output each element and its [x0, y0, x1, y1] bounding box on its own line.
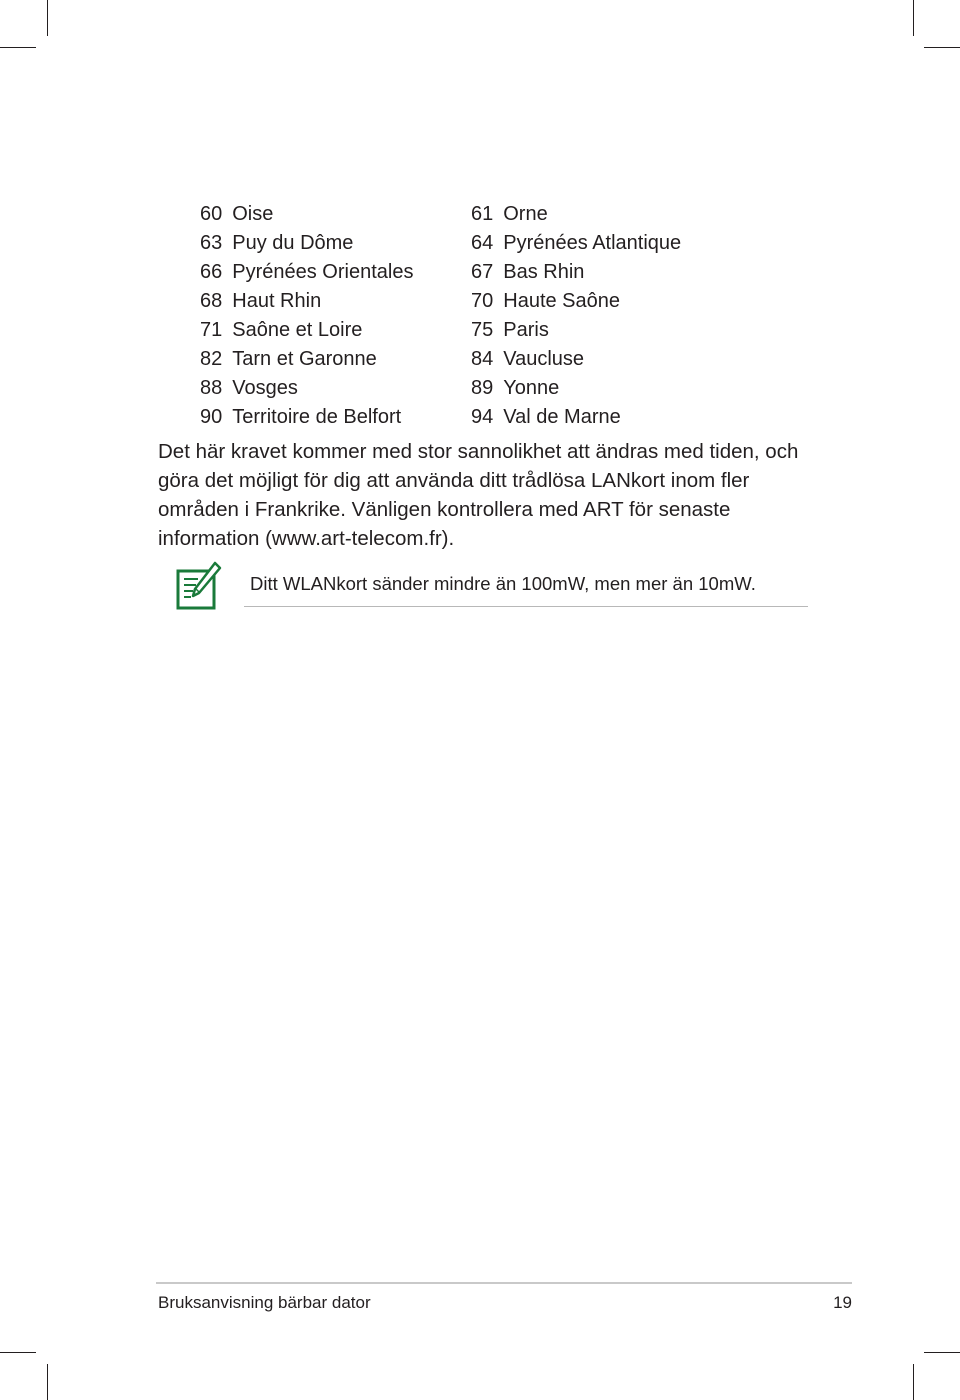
- body-paragraph: Det här kravet kommer med stor sannolikhet att ändras med tiden, och göra det möjligt för dig att använda ditt trådlösa LANkort inom fler områden i Frankrike. Vänligen kontrollera med ART för senaste information (www.art-telecom.fr).: [158, 440, 799, 550]
- department-number: 82: [200, 348, 223, 370]
- department-number: 71: [200, 319, 223, 341]
- department-name: Vosges: [232, 377, 298, 399]
- department-entry: [200, 258, 413, 287]
- department-number: 67: [471, 261, 494, 283]
- department-entry: [471, 229, 681, 258]
- department-name: Pyrénées Orientales: [232, 261, 414, 283]
- department-number: 63: [200, 232, 223, 254]
- department-number: 70: [471, 290, 494, 312]
- department-entry: [471, 345, 584, 374]
- crop-mark-bottom-left-horizontal: [0, 1352, 36, 1353]
- note-text: Ditt WLANkort sänder mindre än 100mW, men mer än 10mW.: [250, 573, 756, 594]
- page-number: 19: [833, 1293, 852, 1312]
- department-number: 64: [471, 232, 494, 254]
- department-number: 68: [200, 290, 223, 312]
- footer-title: Bruksanvisning bärbar dator: [158, 1293, 371, 1312]
- department-name: Bas Rhin: [503, 261, 585, 283]
- department-entry: [471, 258, 584, 287]
- department-number: 84: [471, 348, 494, 370]
- department-number: 88: [200, 377, 223, 399]
- department-entry: [471, 316, 549, 345]
- footer-divider: [156, 1282, 852, 1284]
- department-name: Orne: [503, 203, 548, 225]
- department-entry: [471, 374, 559, 403]
- crop-mark-bottom-left-vertical: [47, 1364, 48, 1400]
- department-entry: [471, 403, 621, 432]
- department-number: 90: [200, 406, 223, 428]
- department-number: 66: [200, 261, 223, 283]
- crop-mark-top-right-vertical: [913, 0, 914, 36]
- department-name: Yonne: [503, 377, 560, 399]
- department-entry: [200, 345, 377, 374]
- department-name: Puy du Dôme: [232, 232, 354, 254]
- department-number: 61: [471, 203, 494, 225]
- department-entry: [200, 287, 321, 316]
- department-entry: [200, 316, 362, 345]
- crop-mark-top-right-horizontal: [924, 47, 960, 48]
- department-number: 94: [471, 406, 494, 428]
- department-name: Vaucluse: [503, 348, 585, 370]
- department-name: Pyrénées Atlantique: [503, 232, 682, 254]
- crop-mark-top-left-vertical: [47, 0, 48, 36]
- crop-mark-bottom-right-vertical: [913, 1364, 914, 1400]
- department-number: 75: [471, 319, 494, 341]
- department-name: Haut Rhin: [232, 290, 322, 312]
- department-name: Tarn et Garonne: [232, 348, 377, 370]
- department-entry: [471, 287, 620, 316]
- crop-mark-top-left-horizontal: [0, 47, 36, 48]
- department-number: 89: [471, 377, 494, 399]
- department-name: Val de Marne: [503, 406, 621, 428]
- department-number: 60: [200, 203, 223, 225]
- department-name: Saône et Loire: [232, 319, 363, 341]
- crop-mark-bottom-right-horizontal: [924, 1352, 960, 1353]
- department-entry: [471, 200, 548, 229]
- department-entry: [200, 403, 401, 432]
- department-entry: [200, 229, 353, 258]
- note-divider: [244, 606, 808, 607]
- department-name: Paris: [503, 319, 549, 341]
- department-name: Haute Saône: [503, 290, 621, 312]
- note-pencil-icon: [174, 560, 222, 612]
- department-name: Oise: [232, 203, 274, 225]
- department-entry: [200, 200, 273, 229]
- department-name: Territoire de Belfort: [232, 406, 402, 428]
- department-entry: [200, 374, 298, 403]
